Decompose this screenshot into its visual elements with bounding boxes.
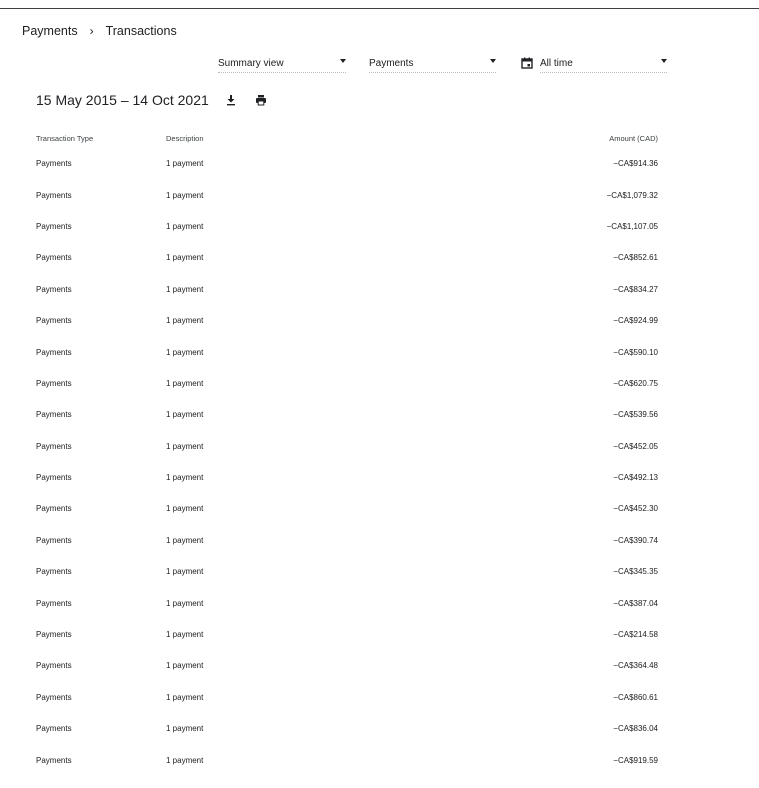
cell-description: 1 payment bbox=[166, 724, 204, 734]
cell-amount: −CA$590.10 bbox=[613, 347, 658, 357]
cell-type: Payments bbox=[36, 724, 72, 734]
cell-amount: −CA$852.61 bbox=[613, 253, 658, 263]
view-dropdown-value: Summary view bbox=[218, 57, 284, 69]
cell-description: 1 payment bbox=[166, 504, 204, 514]
column-header-amount[interactable]: Amount (CAD) bbox=[609, 133, 658, 143]
table-row[interactable] bbox=[36, 525, 658, 556]
table-row[interactable] bbox=[36, 305, 658, 336]
breadcrumb-separator: › bbox=[89, 24, 94, 38]
cell-amount: −CA$924.99 bbox=[613, 316, 658, 326]
view-dropdown[interactable] bbox=[218, 54, 346, 73]
date-range-label: 15 May 2015 – 14 Oct 2021 bbox=[36, 92, 209, 108]
date-range-row bbox=[36, 92, 269, 108]
type-dropdown-caret-icon bbox=[490, 59, 496, 63]
period-dropdown[interactable] bbox=[540, 54, 667, 73]
cell-type: Payments bbox=[36, 630, 72, 640]
type-dropdown[interactable] bbox=[369, 54, 496, 73]
cell-amount: −CA$836.04 bbox=[613, 724, 658, 734]
cell-amount: −CA$390.74 bbox=[613, 535, 658, 545]
table-row[interactable] bbox=[36, 336, 658, 367]
cell-amount: −CA$345.35 bbox=[613, 567, 658, 577]
period-dropdown-value: All time bbox=[540, 57, 573, 69]
table-row[interactable] bbox=[36, 274, 658, 305]
table-row[interactable] bbox=[36, 587, 658, 618]
breadcrumb-current: Transactions bbox=[105, 24, 177, 38]
table-row[interactable] bbox=[36, 682, 658, 713]
table-row[interactable] bbox=[36, 650, 658, 681]
filter-bar bbox=[0, 54, 759, 74]
cell-type: Payments bbox=[36, 661, 72, 671]
cell-type: Payments bbox=[36, 410, 72, 420]
cell-amount: −CA$1,107.05 bbox=[606, 221, 658, 231]
cell-description: 1 payment bbox=[166, 347, 204, 357]
cell-type: Payments bbox=[36, 692, 72, 702]
table-row[interactable] bbox=[36, 619, 658, 650]
cell-description: 1 payment bbox=[166, 535, 204, 545]
table-row[interactable] bbox=[36, 462, 658, 493]
table-row[interactable] bbox=[36, 211, 658, 242]
table-row[interactable] bbox=[36, 242, 658, 273]
cell-type: Payments bbox=[36, 316, 72, 326]
calendar-icon[interactable] bbox=[521, 57, 533, 69]
cell-amount: −CA$620.75 bbox=[613, 378, 658, 388]
cell-description: 1 payment bbox=[166, 567, 204, 577]
cell-type: Payments bbox=[36, 567, 72, 577]
table-row[interactable] bbox=[36, 148, 658, 179]
table-row[interactable] bbox=[36, 744, 658, 775]
cell-amount: −CA$1,079.32 bbox=[606, 190, 658, 200]
cell-type: Payments bbox=[36, 284, 72, 294]
table-row[interactable] bbox=[36, 556, 658, 587]
column-header-type[interactable]: Transaction Type bbox=[36, 133, 94, 143]
view-dropdown-caret-icon bbox=[340, 59, 346, 63]
cell-type: Payments bbox=[36, 253, 72, 263]
cell-amount: −CA$214.58 bbox=[613, 630, 658, 640]
cell-amount: −CA$492.13 bbox=[613, 473, 658, 483]
cell-description: 1 payment bbox=[166, 316, 204, 326]
cell-type: Payments bbox=[36, 159, 72, 169]
period-dropdown-caret-icon bbox=[661, 59, 667, 63]
table-row[interactable] bbox=[36, 399, 658, 430]
cell-amount: −CA$919.59 bbox=[613, 755, 658, 765]
cell-description: 1 payment bbox=[166, 473, 204, 483]
top-divider bbox=[0, 8, 759, 9]
cell-description: 1 payment bbox=[166, 410, 204, 420]
cell-description: 1 payment bbox=[166, 661, 204, 671]
table-row[interactable] bbox=[36, 368, 658, 399]
cell-description: 1 payment bbox=[166, 190, 204, 200]
cell-type: Payments bbox=[36, 190, 72, 200]
cell-type: Payments bbox=[36, 441, 72, 451]
cell-amount: −CA$387.04 bbox=[613, 598, 658, 608]
breadcrumb-payments-link[interactable]: Payments bbox=[22, 24, 78, 38]
cell-description: 1 payment bbox=[166, 630, 204, 640]
cell-description: 1 payment bbox=[166, 692, 204, 702]
download-icon[interactable] bbox=[223, 92, 239, 108]
cell-description: 1 payment bbox=[166, 441, 204, 451]
transactions-table bbox=[36, 128, 658, 776]
table-row[interactable] bbox=[36, 179, 658, 210]
cell-amount: −CA$834.27 bbox=[613, 284, 658, 294]
cell-amount: −CA$364.48 bbox=[613, 661, 658, 671]
cell-amount: −CA$860.61 bbox=[613, 692, 658, 702]
cell-type: Payments bbox=[36, 378, 72, 388]
table-header-row bbox=[36, 128, 658, 148]
breadcrumb bbox=[22, 24, 177, 38]
cell-description: 1 payment bbox=[166, 284, 204, 294]
cell-amount: −CA$452.05 bbox=[613, 441, 658, 451]
cell-description: 1 payment bbox=[166, 598, 204, 608]
table-row[interactable] bbox=[36, 431, 658, 462]
cell-type: Payments bbox=[36, 221, 72, 231]
cell-type: Payments bbox=[36, 473, 72, 483]
cell-type: Payments bbox=[36, 598, 72, 608]
cell-type: Payments bbox=[36, 535, 72, 545]
column-header-description[interactable]: Description bbox=[166, 133, 204, 143]
type-dropdown-value: Payments bbox=[369, 57, 414, 69]
cell-description: 1 payment bbox=[166, 755, 204, 765]
table-row[interactable] bbox=[36, 493, 658, 524]
table-row[interactable] bbox=[36, 713, 658, 744]
cell-type: Payments bbox=[36, 347, 72, 357]
print-icon[interactable] bbox=[253, 92, 269, 108]
cell-amount: −CA$914.36 bbox=[613, 159, 658, 169]
cell-description: 1 payment bbox=[166, 159, 204, 169]
cell-amount: −CA$452.30 bbox=[613, 504, 658, 514]
cell-description: 1 payment bbox=[166, 253, 204, 263]
cell-type: Payments bbox=[36, 755, 72, 765]
cell-type: Payments bbox=[36, 504, 72, 514]
cell-description: 1 payment bbox=[166, 378, 204, 388]
cell-amount: −CA$539.56 bbox=[613, 410, 658, 420]
cell-description: 1 payment bbox=[166, 221, 204, 231]
